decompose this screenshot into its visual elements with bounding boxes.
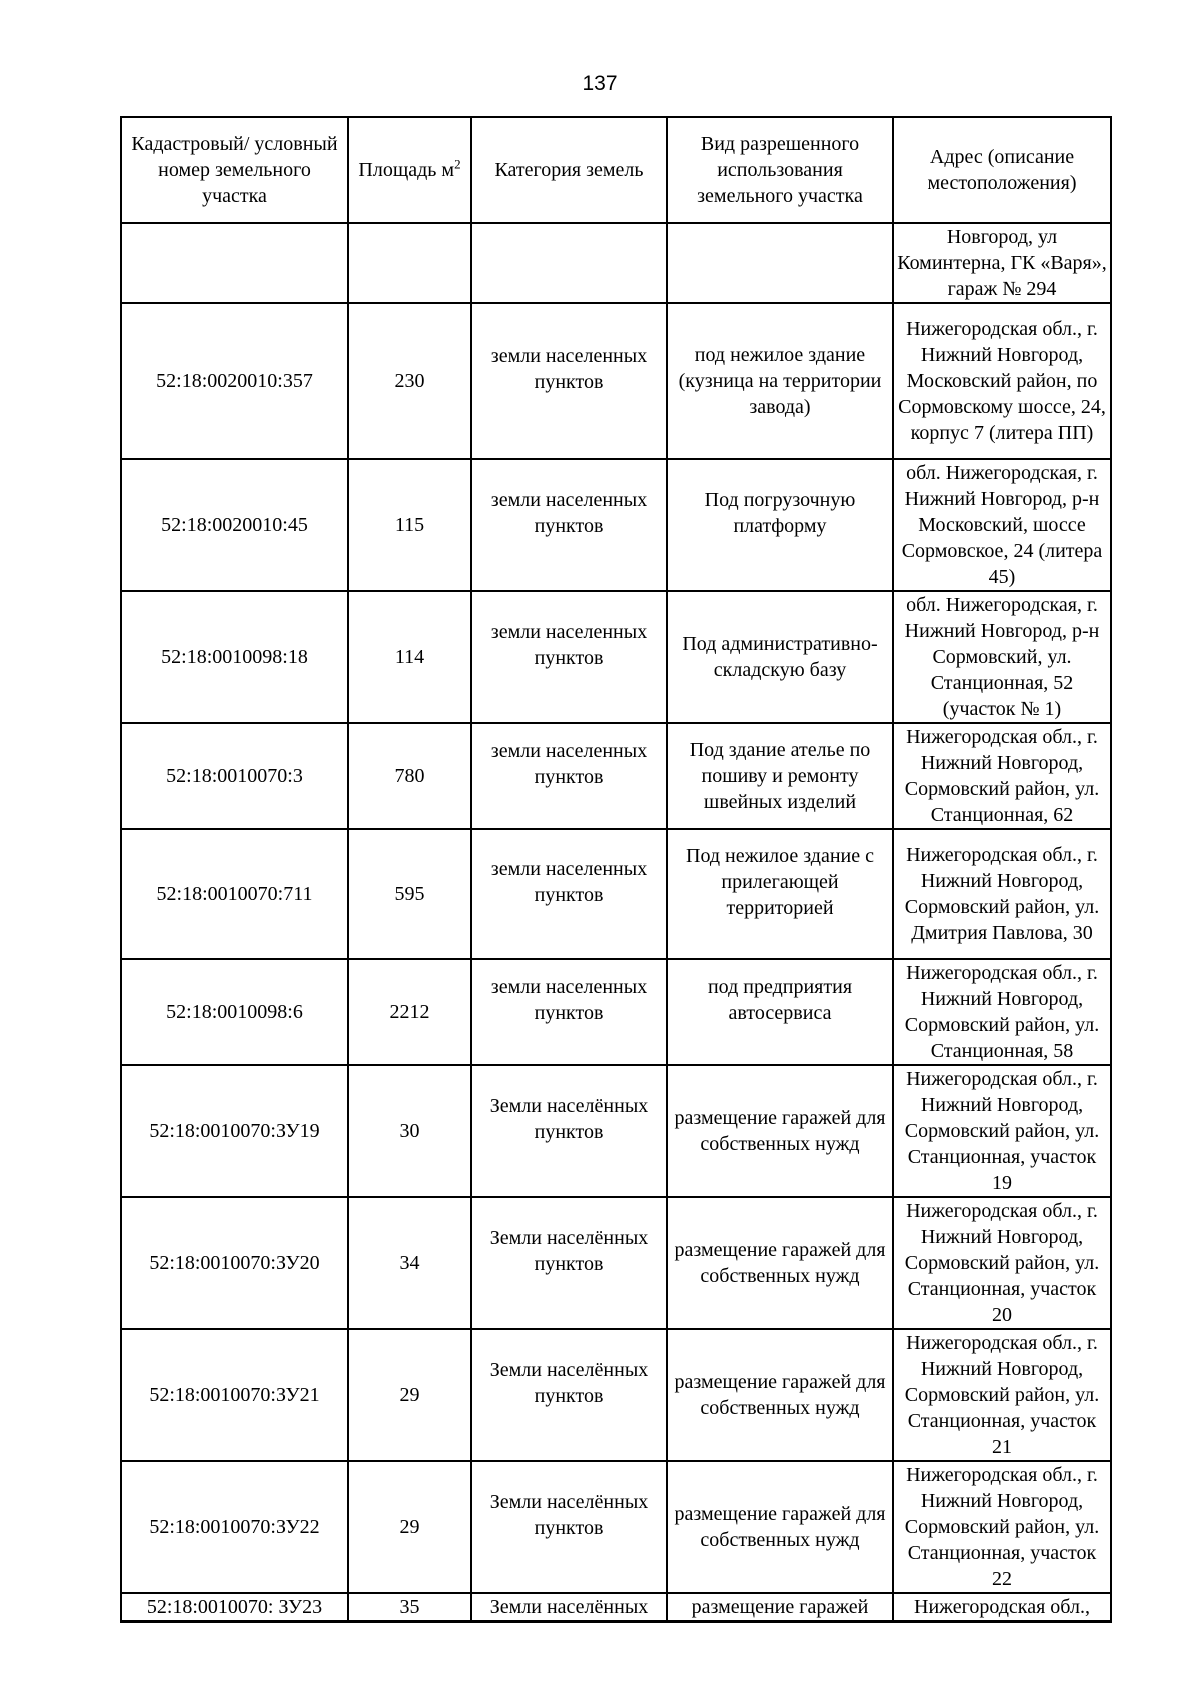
cell-address: Нижегородская обл., г. Нижний Новгород, Сормовский район, ул. Станционная, 58: [893, 959, 1111, 1065]
cell-cadastral-number: 52:18:0010070:ЗУ20: [121, 1197, 348, 1329]
header-permitted-use: Вид разрешенного использования земельного участка: [667, 117, 893, 223]
table-row: [121, 591, 1111, 723]
header-cadastral-number: Кадастровый/ условный номер земельного участка: [121, 117, 348, 223]
cell-area: 29: [348, 1461, 471, 1593]
cell-address: Новгород, ул Коминтерна, ГК «Варя», гараж № 294: [893, 223, 1111, 303]
cell-land-category: [471, 1197, 667, 1329]
cell-area: 2212: [348, 959, 471, 1065]
cell-cadastral-number: 52:18:0010070:3: [121, 723, 348, 829]
table-row: [121, 459, 1111, 591]
cell-cadastral-number: 52:18:0020010:45: [121, 459, 348, 591]
header-area: [348, 117, 471, 223]
cell-address: Нижегородская обл., г. Нижний Новгород, Сормовский район, ул. Станционная, участок 20: [893, 1197, 1111, 1329]
permitted-use-text: под предприятия автосервиса: [707, 976, 853, 1024]
cell-permitted-use: [667, 829, 893, 959]
table-row: [121, 723, 1111, 829]
table-row: [121, 303, 1111, 459]
cell-area: 595: [348, 829, 471, 959]
land-category-text: Земли населённых пунктов: [489, 1227, 649, 1275]
cell-address: Нижегородская обл.,: [893, 1593, 1111, 1622]
table-row: [121, 1065, 1111, 1197]
cell-cadastral-number: 52:18:0010070: ЗУ23: [121, 1593, 348, 1622]
cell-land-category: Земли населённых: [471, 1593, 667, 1622]
land-category-text: земли населенных пунктов: [490, 621, 648, 669]
cell-address: Нижегородская обл., г. Нижний Новгород, Сормовский район, ул. Станционная, 62: [893, 723, 1111, 829]
cell-address: Нижегородская обл., г. Нижний Новгород, Сормовский район, ул. Станционная, участок 22: [893, 1461, 1111, 1593]
land-category-text: Земли населённых пунктов: [489, 1095, 649, 1143]
cell-cadastral-number: 52:18:0010070:ЗУ22: [121, 1461, 348, 1593]
cell-address: Нижегородская обл., г. Нижний Новгород, Сормовский район, ул. Дмитрия Павлова, 30: [893, 829, 1111, 959]
cell-address: обл. Нижегородская, г. Нижний Новгород, р-н Московский, шоссе Сормовское, 24 (литера 45): [893, 459, 1111, 591]
cell-land-category: [471, 829, 667, 959]
cell-cadastral-number: 52:18:0010098:6: [121, 959, 348, 1065]
cell-area: 114: [348, 591, 471, 723]
permitted-use-text: Под погрузочную платформу: [704, 489, 856, 537]
page-number: 137: [582, 72, 618, 95]
cell-land-category: [471, 959, 667, 1065]
table-row: [121, 1197, 1111, 1329]
cell-address: Нижегородская обл., г. Нижний Новгород, Сормовский район, ул. Станционная, участок 21: [893, 1329, 1111, 1461]
cell-cadastral-number: [121, 223, 348, 303]
land-category-text: Земли населённых пунктов: [489, 1359, 649, 1407]
cell-land-category: [471, 1329, 667, 1461]
cell-area: [348, 223, 471, 303]
cell-area: 30: [348, 1065, 471, 1197]
table-header-row: [121, 117, 1111, 223]
cell-permitted-use: размещение гаражей для собственных нужд: [667, 1461, 893, 1593]
table-row: [121, 829, 1111, 959]
table-row: [121, 1593, 1111, 1622]
cell-cadastral-number: 52:18:0010098:18: [121, 591, 348, 723]
header-area-label: Площадь м: [358, 159, 455, 181]
table-row: [121, 1461, 1111, 1593]
cell-cadastral-number: 52:18:0020010:357: [121, 303, 348, 459]
table-row: [121, 1329, 1111, 1461]
land-category-text: земли населенных пунктов: [490, 976, 648, 1024]
cell-cadastral-number: 52:18:0010070:711: [121, 829, 348, 959]
cell-permitted-use: размещение гаражей для собственных нужд: [667, 1065, 893, 1197]
header-address: Адрес (описание местоположения): [893, 117, 1111, 223]
cell-cadastral-number: 52:18:0010070:ЗУ21: [121, 1329, 348, 1461]
cell-area: 29: [348, 1329, 471, 1461]
cell-permitted-use: размещение гаражей: [667, 1593, 893, 1622]
cell-address: Нижегородская обл., г. Нижний Новгород, Московский район, по Сормовскому шоссе, 24, корпус 7 (литера ПП): [893, 303, 1111, 459]
land-category-text: Земли населённых пунктов: [489, 1491, 649, 1539]
cell-land-category: [471, 459, 667, 591]
cell-address: обл. Нижегородская, г. Нижний Новгород, р-н Сормовский, ул. Станционная, 52 (участок № 1): [893, 591, 1111, 723]
cell-cadastral-number: 52:18:0010070:ЗУ19: [121, 1065, 348, 1197]
cell-permitted-use: размещение гаражей для собственных нужд: [667, 1329, 893, 1461]
land-category-text: земли населенных пунктов: [490, 740, 648, 788]
cell-permitted-use: [667, 459, 893, 591]
cell-land-category: [471, 303, 667, 459]
cell-area: 35: [348, 1593, 471, 1622]
cell-area: 115: [348, 459, 471, 591]
cell-area: 780: [348, 723, 471, 829]
header-area-unit-power: 2: [454, 156, 461, 172]
land-plots-table: [120, 116, 1112, 1623]
cell-permitted-use: Под административно-складскую базу: [667, 591, 893, 723]
cell-permitted-use: размещение гаражей для собственных нужд: [667, 1197, 893, 1329]
cell-land-category: [471, 1461, 667, 1593]
land-category-text: земли населенных пунктов: [490, 489, 648, 537]
table-row: [121, 959, 1111, 1065]
cell-area: 230: [348, 303, 471, 459]
cell-land-category: [471, 723, 667, 829]
table-row: [121, 223, 1111, 303]
header-land-category: Категория земель: [471, 117, 667, 223]
permitted-use-text: Под нежилое здание с прилегающей территорией: [686, 845, 874, 919]
cell-permitted-use: под нежилое здание (кузница на территории завода): [667, 303, 893, 459]
cell-permitted-use: Под здание ателье по пошиву и ремонту швейных изделий: [667, 723, 893, 829]
cell-land-category: [471, 1065, 667, 1197]
cell-land-category: [471, 223, 667, 303]
cell-address: Нижегородская обл., г. Нижний Новгород, Сормовский район, ул. Станционная, участок 19: [893, 1065, 1111, 1197]
land-category-text: земли населенных пунктов: [490, 345, 648, 393]
land-category-text: земли населенных пунктов: [490, 858, 648, 906]
cell-area: 34: [348, 1197, 471, 1329]
cell-land-category: [471, 591, 667, 723]
cell-permitted-use: [667, 223, 893, 303]
cell-permitted-use: [667, 959, 893, 1065]
